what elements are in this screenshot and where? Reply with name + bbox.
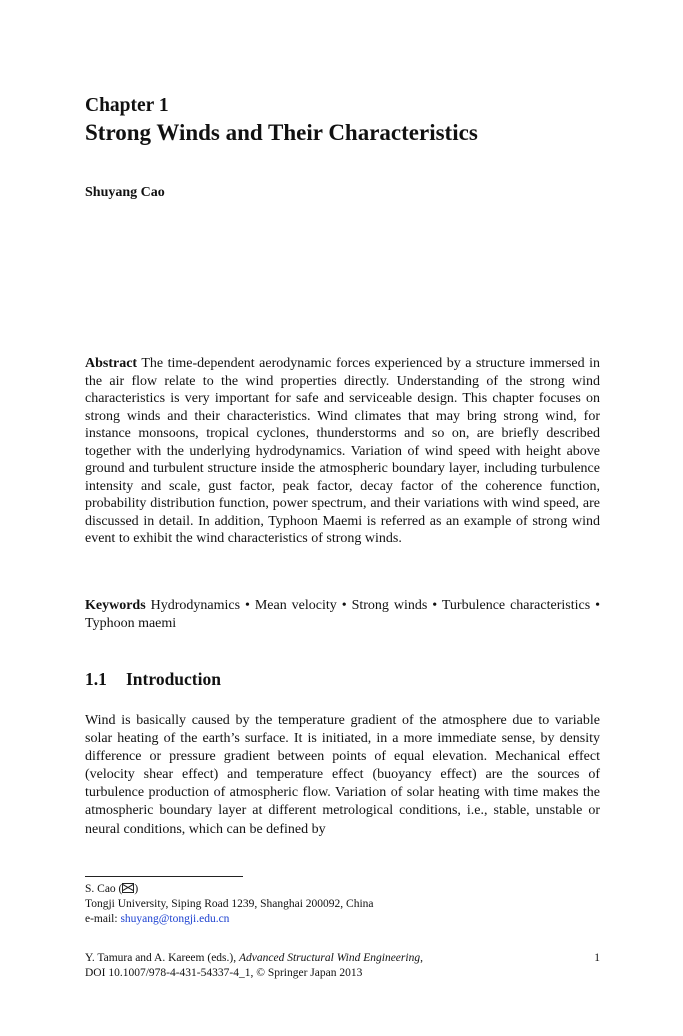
section-body: Wind is basically caused by the temperature gradient of the atmosphere due to variable solar heating of the earth’s surface. It is initiated, in a more immediate sense, by density difference or pressure gradient between points of equal elevation. Mechanical effect (velocity shear effect) and temperature effect (buoyancy effect) are the sources of turbulence production of atmospheric flow. Variation of solar heating with time makes the atmospheric boundary layer at different metrological conditions, i.e., stable, unstable or neural conditions, which can be defined by [85,713,600,837]
keywords [85,597,600,633]
citation [85,951,600,981]
citation-editors: Y. Tamura and A. Kareem (eds.), [85,952,239,964]
footnote-author-close: ) [134,883,139,895]
chapter-author: Shuyang Cao [85,185,165,200]
footnote-author-line [85,882,374,897]
keywords-label: Keywords [85,598,146,613]
section-title: Introduction [126,669,221,689]
section-heading [85,668,221,690]
keywords-text: Hydrodynamics • Mean velocity • Strong winds • Turbulence characteristics • Typhoon maemi [85,598,600,631]
email-link[interactable]: shuyang@tongji.edu.cn [120,913,230,925]
footnote-email-label: e-mail: [85,913,121,925]
footnote-author: S. Cao ( [85,883,123,895]
abstract-text: The time-dependent aerodynamic forces experienced by a structure immersed in the air flow relate to the wind properties directly. Understanding of the strong wind characteristics is very important for safe and serviceable design. This chapter focuses on strong winds and their characteristics. Wind climates that may bring strong wind, for instance monsoons, tropical cyclones, thunderstorms and so on, are briefly described together with the underlying hydrodynamics. Variation of wind speed with height above ground and turbulent structure inside the atmospheric boundary layer, including turbulence intensity and scale, gust factor, peak factor, decay factor of the coherence function, probability distribution function, power spectrum, and their variations with wind speed, are discussed in detail. In addition, Typhoon Maemi is referred as an example of strong wind event to exhibit the wind characteristics of strong winds. [85,356,601,546]
footnote-email-line [85,912,374,927]
abstract [85,355,600,548]
envelope-icon [122,883,134,893]
page-number: 1 [594,952,600,964]
footnote-divider [85,876,243,877]
abstract-label: Abstract [85,356,138,371]
chapter-title: Strong Winds and Their Characteristics [85,120,478,145]
chapter-label: Chapter 1 [85,95,169,116]
footnote [85,882,374,927]
citation-comma: , [420,952,423,964]
section-number: 1.1 [85,669,107,689]
footnote-affiliation: Tongji University, Siping Road 1239, Shanghai 200092, China [85,898,374,910]
citation-book-title: Advanced Structural Wind Engineering [238,952,421,964]
citation-doi: DOI 10.1007/978-4-431-54337-4_1, © Springer Japan 2013 [85,967,363,979]
citation-book-line [85,951,600,966]
